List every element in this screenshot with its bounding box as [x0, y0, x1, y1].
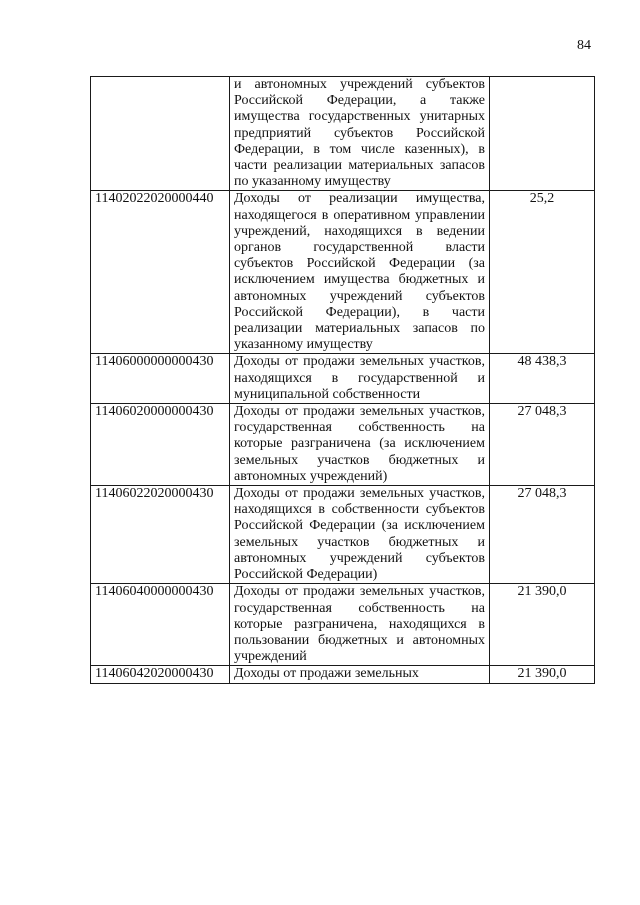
revenue-description: Доходы от продажи земельных участков, государственная собственность на которые разграничена, находящихся в пользовании бюджетных и автономных учреждений [230, 584, 490, 666]
revenue-code [91, 77, 230, 191]
revenue-amount: 21 390,0 [490, 584, 595, 666]
revenue-amount [490, 77, 595, 191]
table-row [91, 354, 595, 404]
table-row [91, 77, 595, 191]
revenue-code: 11402022020000440 [91, 191, 230, 354]
page-number: 84 [577, 38, 591, 53]
revenue-amount: 48 438,3 [490, 354, 595, 404]
revenue-table [90, 76, 595, 684]
revenue-description: Доходы от продажи земельных [230, 666, 490, 683]
table-row [91, 404, 595, 486]
revenue-amount: 27 048,3 [490, 486, 595, 584]
revenue-code: 11406000000000430 [91, 354, 230, 404]
table-row [91, 584, 595, 666]
revenue-code: 11406022020000430 [91, 486, 230, 584]
table-row [91, 666, 595, 683]
revenue-description: Доходы от продажи земельных участков, государственная собственность на которые разграничена (за исключением земельных участков бюджетных и автономных учреждений) [230, 404, 490, 486]
revenue-description: Доходы от реализации имущества, находящегося в оперативном управлении учреждений, находящихся в ведении органов государственной власти субъектов Российской Федерации (за исключением имущества бюджетных и автономных учреждений субъектов Российской Федерации), в части реализации материальных запасов по указанному имуществу [230, 191, 490, 354]
table-row [91, 486, 595, 584]
revenue-code: 11406042020000430 [91, 666, 230, 683]
revenue-code: 11406020000000430 [91, 404, 230, 486]
revenue-description: Доходы от продажи земельных участков, находящихся в собственности субъектов Российской Федерации (за исключением земельных участков бюджетных и автономных учреждений субъектов Российской Федерации) [230, 486, 490, 584]
revenue-amount: 25,2 [490, 191, 595, 354]
revenue-description: Доходы от продажи земельных участков, находящихся в государственной и муниципальной собственности [230, 354, 490, 404]
revenue-amount: 27 048,3 [490, 404, 595, 486]
revenue-amount: 21 390,0 [490, 666, 595, 683]
revenue-description: и автономных учреждений субъектов Российской Федерации, а также имущества государственных унитарных предприятий субъектов Российской Федерации, в том числе казенных), в части реализации материальных запасов по указанному имуществу [230, 77, 490, 191]
revenue-code: 11406040000000430 [91, 584, 230, 666]
table-row [91, 191, 595, 354]
